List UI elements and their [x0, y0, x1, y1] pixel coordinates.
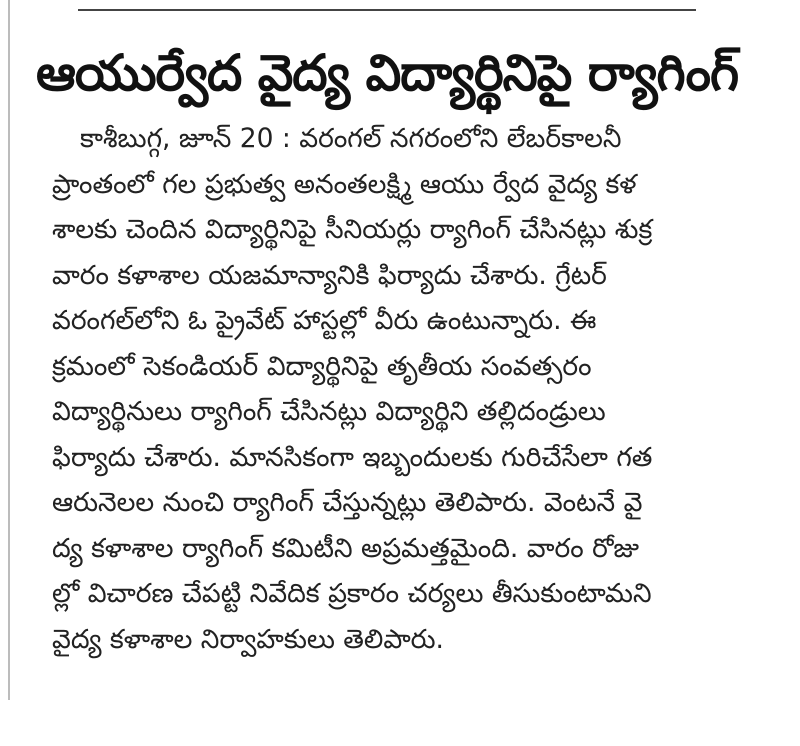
body-line: ప్రాంతంలో గల ప్రభుత్వ అనంతలక్ష్మి ఆయు ర్వేద వైద్య కళ — [52, 168, 637, 200]
body-line: ఫిర్యాదు చేశారు. మానసికంగా ఇబ్బందులకు గురిచేసేలా గత — [52, 441, 653, 473]
body-line: విద్యార్థినులు ర్యాగింగ్ చేసినట్లు విద్యార్థిని తల్లిదండ్రులు — [52, 396, 606, 427]
body-line: శాలకు చెందిన విద్యార్థినిపై సీనియర్లు ర్యాగింగ్ చేసినట్లు శుక్ర — [52, 214, 653, 245]
article-body — [52, 116, 764, 662]
headline: ఆయుర్వేద వైద్య విద్యార్థినిపై ర్యాగింగ్ — [36, 44, 739, 102]
body-line: ల్లో విచారణ చేపట్టి నివేదిక ప్రకారం చర్యలు తీసుకుంటామని — [52, 578, 652, 609]
body-line: కాశీబుగ్గ, జూన్ 20 : వరంగల్ నగరంలోని లేబర్‌కాలనీ — [80, 123, 622, 154]
column-divider-left — [8, 0, 10, 700]
body-line: వరంగల్‌లోని ఓ ప్రైవేట్ హాస్టల్లో వీరు ఉంటున్నారు. ఈ — [52, 305, 597, 336]
body-line: క్రమంలో సెకండియర్ విద్యార్థినిపై తృతీయ సంవత్సరం — [52, 350, 592, 382]
body-line: ద్య కళాశాల ర్యాగింగ్ కమిటీని అప్రమత్తమైంది. వారం రోజు — [52, 532, 640, 564]
body-line: వైద్య కళాశాల నిర్వాహకులు తెలిపారు. — [52, 623, 444, 655]
body-line: ఆరునెలల నుంచి ర్యాగింగ్ చేస్తున్నట్లు తెలిపారు. వెంటనే వై — [52, 487, 643, 518]
body-line: వారం కళాశాల యజమాన్యానికి ఫిర్యాదు చేశారు. గ్రేటర్ — [52, 259, 607, 291]
column-divider-top — [78, 9, 696, 11]
